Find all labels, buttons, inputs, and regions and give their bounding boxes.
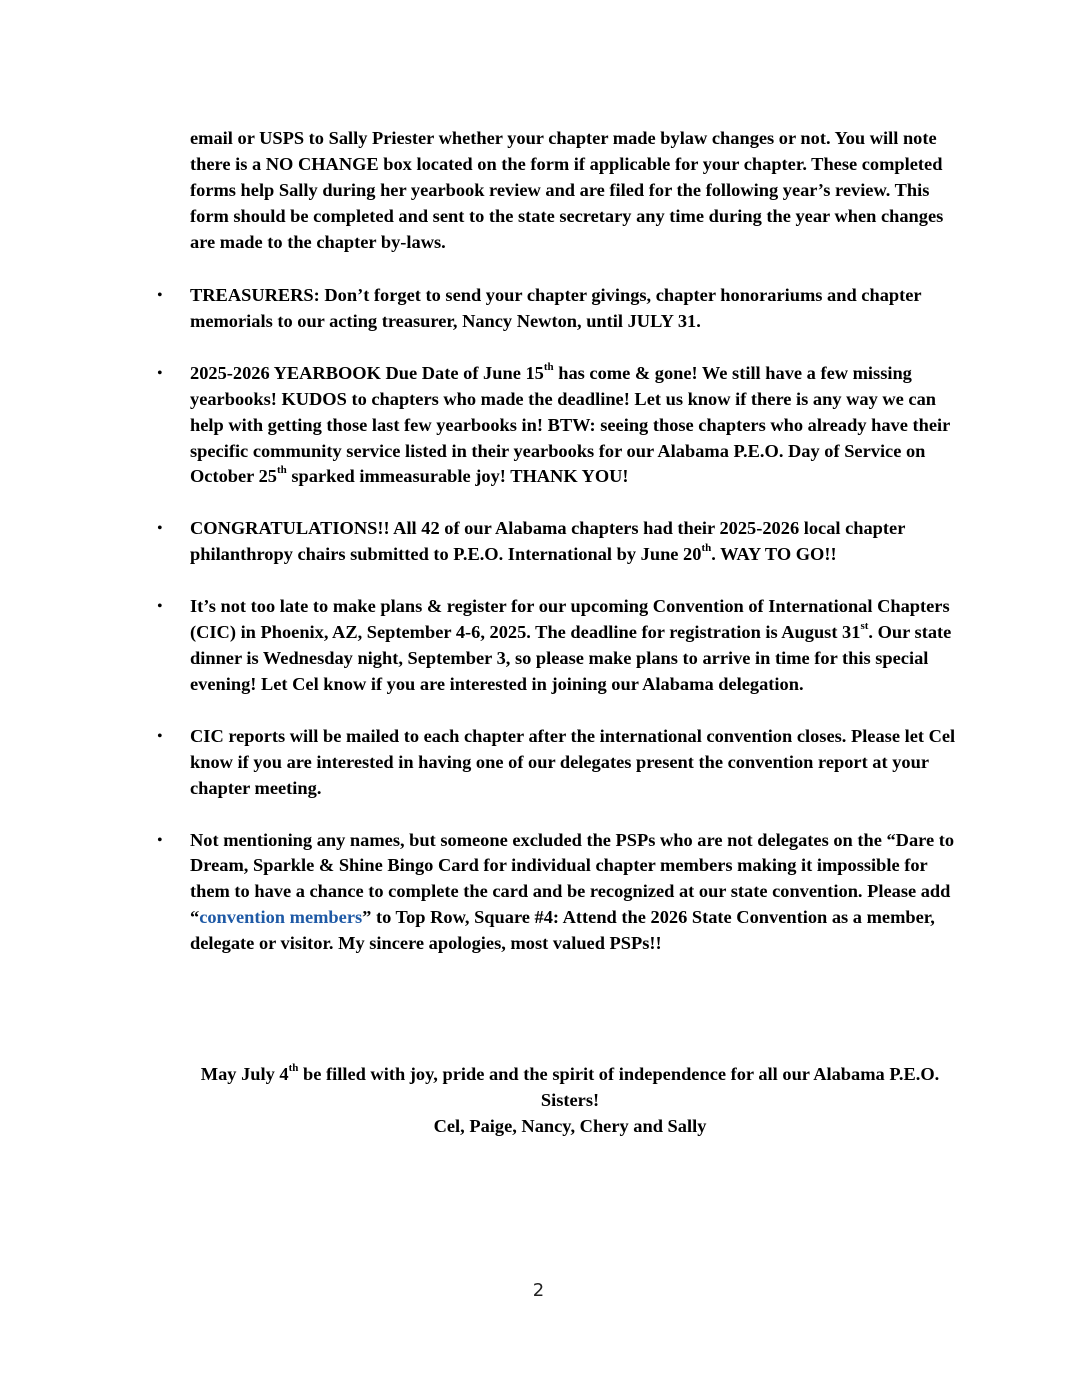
bullet-icon: • [157,727,163,745]
closing-signature: Cel, Paige, Nancy, Chery and Sally [433,1115,707,1136]
superscript: th [277,464,287,477]
list-item-yearbook [157,360,958,491]
list-item-convention [157,594,958,698]
treasurers-text: TREASURERS: Don’t forget to send your chapter givings, chapter honorariums and chapter memorials to our acting treasurer, Nancy Newton, until JULY 31. [190,285,922,331]
list-item-congratulations [157,516,958,568]
congratulations-text-2: . WAY TO GO!! [711,544,837,565]
yearbook-text-3: sparked immeasurable joy! THANK YOU! [286,466,629,487]
bullet-icon: • [157,287,163,304]
convention-members-link[interactable]: convention members [199,907,363,928]
yearbook-text-2: has come & gone! We still have a few missing yearbooks! KUDOS to chapters who made the deadline! Let us know if there is any way we can help with getting those last few yearbooks in! BTW: seeing those chapters who already have their specific community service listed in their yearbooks for our Alabama P.E.O. Day of Service on October 25 [190,362,950,487]
cic-reports-text: CIC reports will be mailed to each chapter after the international convention closes. Please let Cel know if you are interested in having one of our delegates present the convention report at your chapter meeting. [190,725,956,798]
bingo-text-1: Not mentioning any names, but someone excluded the PSPs who are not delegates on the “Dare to Dream, Sparkle & Shine Bingo Card for individual chapter members making it impossible for them to have a chance to complete the card and be recognized at our state convention. Please add “ [190,829,955,928]
convention-text-2: . Our state dinner is Wednesday night, September 3, so please make plans to arrive in time for this special evening! Let Cel know if you are interested in joining our Alabama delegation. [190,622,952,694]
bullet-icon: • [157,831,163,849]
superscript: th [701,542,712,555]
closing-wish-text-1: May July 4 [200,1064,289,1084]
bullet-icon: • [157,520,163,538]
convention-text-1: It’s not too late to make plans & register for our upcoming Convention of International Chapters (CIC) in Phoenix, AZ, September 4-6, 2025. The deadline for registration is August 31 [190,596,950,643]
bingo-text-2: ” to Top Row, Square #4: Attend the 2026 State Convention as a member, delegate or visitor. My sincere apologies, most valued PSPs!! [190,907,935,954]
congratulations-text-1: CONGRATULATIONS!! All 42 of our Alabama chapters had their 2025-2026 local chapter philanthropy chairs submitted to P.E.O. International by June 20 [190,518,906,565]
superscript: th [288,1061,299,1074]
list-item-bingo [157,828,958,958]
intro-paragraph: email or USPS to Sally Priester whether your chapter made bylaw changes or not. You will note there is a NO CHANGE box located on the form if applicable for your chapter. These completed forms help Sally during her yearbook review and are filed for the following year’s review. This form should be completed and sent to the state secretary any time during the year when changes are made to the chapter by-laws. [190,128,944,252]
closing-wish-text-2: be filled with joy, pride and the spirit of independence for all our Alabama P.E.O. Sisters! [298,1064,940,1110]
bullet-list [157,283,958,983]
bullet-icon: • [157,364,163,382]
list-item-treasurers [157,283,958,335]
yearbook-text-1: 2025-2026 YEARBOOK Due Date of June 15 [190,362,544,383]
superscript: th [543,360,554,373]
page-number: 2 [532,1280,545,1301]
closing-wish [190,1062,950,1114]
bullet-icon: • [157,598,163,616]
closing-block [190,1062,950,1140]
list-item-cic-reports [157,724,958,802]
superscript: st [860,619,869,632]
